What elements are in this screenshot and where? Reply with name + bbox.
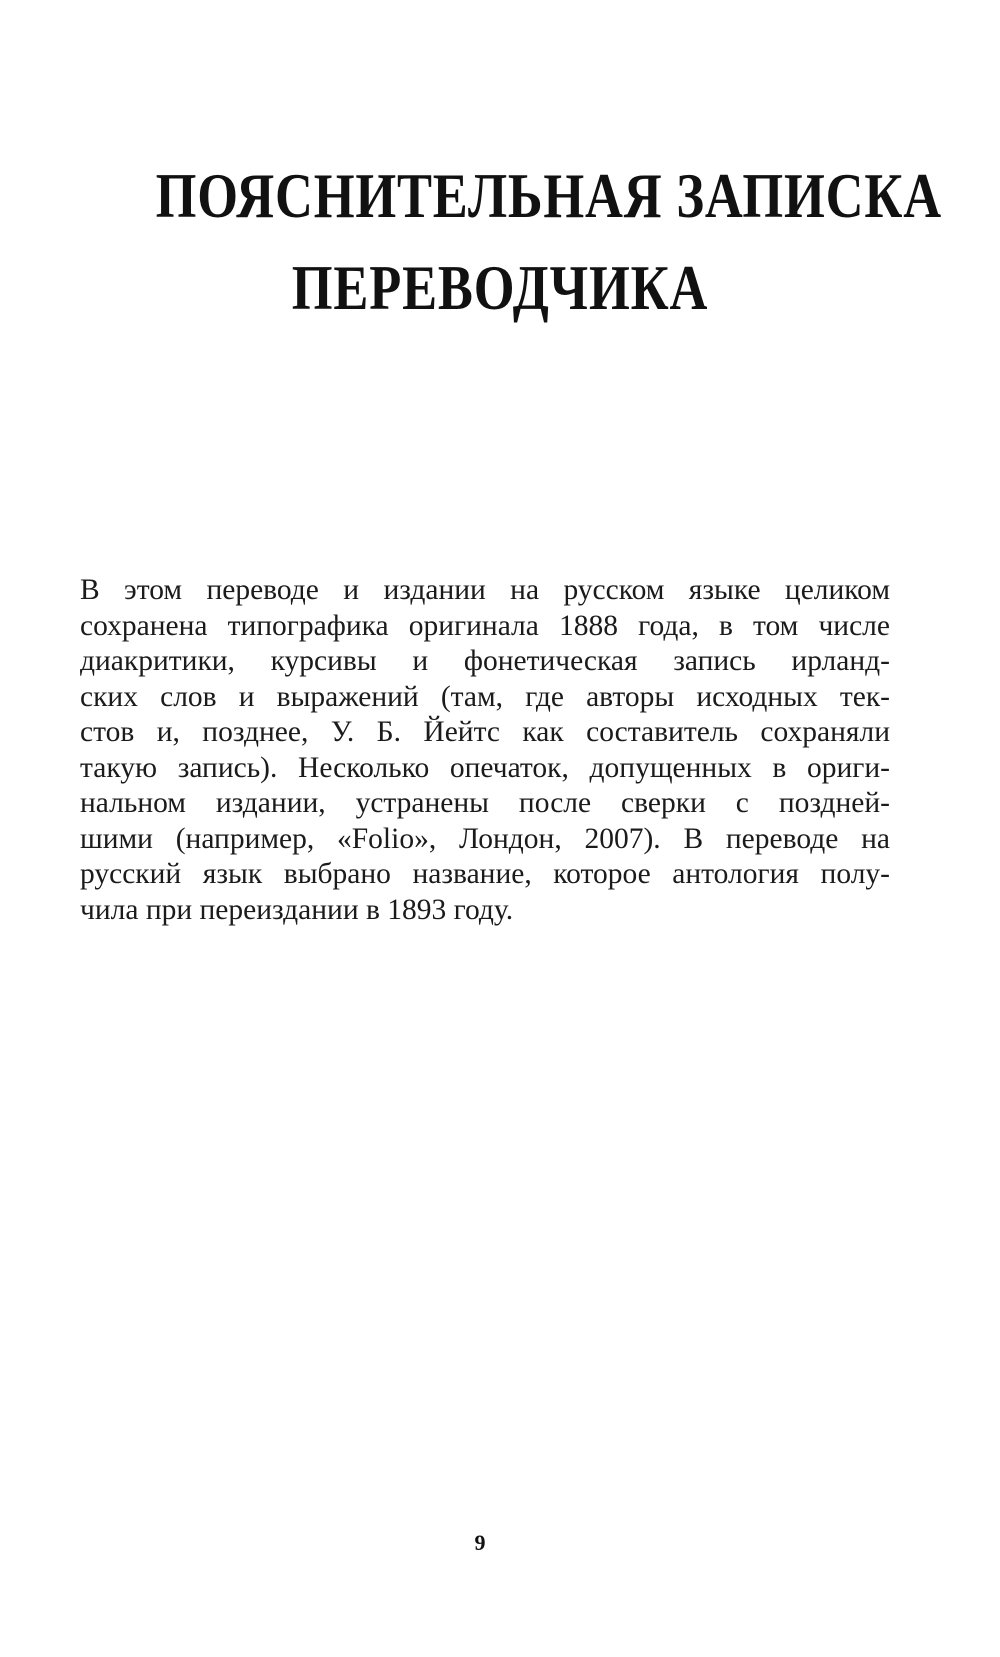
paragraph-line: диакритики, курсивы и фонетическая запись ирланд- [80,645,890,677]
paragraph-line: В этом переводе и издании на русском языке целиком [80,574,890,606]
page-number: 9 [474,1530,486,1555]
paragraph-line: стов и, позднее, У. Б. Йейтс как составитель сохраняли [80,716,890,748]
page-title-line-1: ПОЯСНИТЕЛЬНАЯ ЗАПИСКА [155,160,942,231]
paragraph-line: ских слов и выражений (там, где авторы исходных тек- [80,680,890,713]
paragraph-line: русский язык выбрано название, которое антология полу- [80,858,890,890]
paragraph-line: чила при переиздании в 1893 году. [80,893,514,926]
paragraph-line: такую запись). Несколько опечаток, допущенных в ориги- [80,751,890,784]
translator-note-paragraph [80,573,890,928]
paragraph-line: шими (например, «Folio», Лондон, 2007). В переводе на [80,822,890,855]
paragraph-line: сохранена типографика оригинала 1888 года, в том числе [80,609,890,642]
page-title [155,150,942,334]
paragraph-line: нальном издании, устранены после сверки с поздней- [80,787,890,819]
page-title-line-2: ПЕРЕВОДЧИКА [291,252,709,323]
